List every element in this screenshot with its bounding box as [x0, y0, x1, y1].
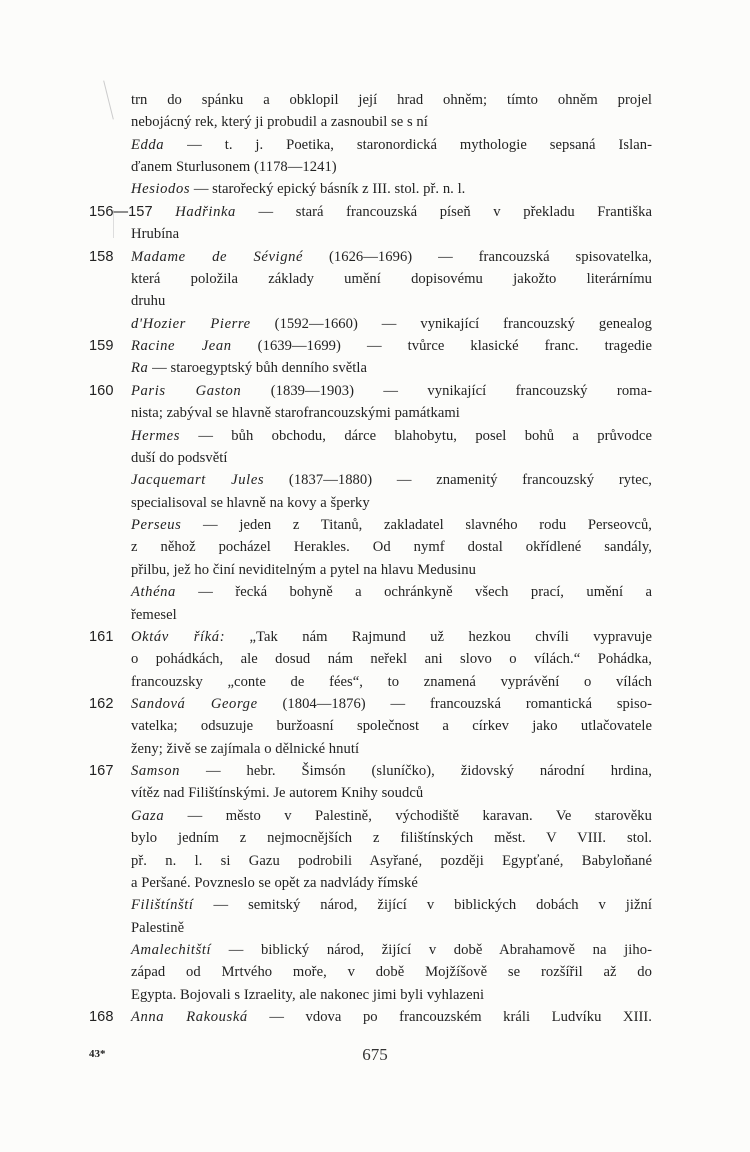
- entry-term: Athéna: [131, 584, 176, 601]
- entry-description: nista; zabýval se hlavně starofrancouzskými památkami: [131, 405, 460, 422]
- note-text-line: [131, 290, 652, 312]
- entry-term: Ra: [131, 360, 149, 377]
- entry-description: (1592—1660) — vynikající francouzský genealog: [250, 315, 652, 332]
- entry-description: „Tak nám Rajmund už hezkou chvíli vypravuje: [225, 628, 652, 645]
- entry-term: Paris Gaston: [131, 382, 242, 399]
- entry-description: — jeden z Titanů, zakladatel slavného rodu Perseovců,: [181, 517, 652, 534]
- entry-term: Perseus: [131, 517, 182, 534]
- entry-description: vítěz nad Filištínskými. Je autorem Knihy soudců: [131, 785, 424, 802]
- note-text-line: [131, 425, 652, 447]
- line-content: [131, 984, 652, 1006]
- line-content: [131, 469, 652, 491]
- line-content: [131, 715, 652, 737]
- note-entry-line: [89, 246, 652, 268]
- entry-description: duší do podsvětí: [131, 449, 228, 466]
- note-text-line: [131, 268, 652, 290]
- note-text-line: [131, 469, 652, 491]
- entry-description: (1804—1876) — francouzská romantická spiso-: [257, 695, 652, 712]
- line-content: [131, 581, 652, 603]
- line-content: [131, 604, 652, 626]
- line-content: [131, 671, 652, 693]
- note-text-line: [131, 447, 652, 469]
- line-content: [131, 939, 652, 961]
- entry-description: (1839—1903) — vynikající francouzský roma-: [241, 382, 653, 399]
- line-content: [131, 850, 652, 872]
- note-text-line: [131, 559, 652, 581]
- entry-term: Anna Rakouská: [131, 1009, 248, 1026]
- entry-description: západ od Mrtvého moře, v době Mojžíšově se rozšířil až do: [131, 964, 652, 981]
- page-number: 675: [362, 1045, 388, 1064]
- note-text-line: [131, 872, 652, 894]
- note-text-line: [131, 514, 652, 536]
- entry-term: Hermes: [131, 427, 180, 444]
- line-content: [131, 626, 652, 648]
- note-text-line: [131, 917, 652, 939]
- entry-description: o pohádkách, ale dosud nám neřekl ani slovo o vílách.“ Pohádka,: [131, 651, 652, 668]
- note-text-line: [131, 604, 652, 626]
- note-text-line: [131, 827, 652, 849]
- note-text-line: [131, 156, 652, 178]
- line-content: [131, 1006, 652, 1028]
- scan-mark: [103, 80, 114, 119]
- entry-term: Racine Jean: [131, 338, 232, 355]
- line-content: [131, 89, 652, 111]
- line-content: [131, 156, 652, 178]
- note-text-line: [131, 850, 652, 872]
- line-content: [131, 357, 652, 379]
- entry-description: — biblický národ, žijící v době Abrahamově na jiho-: [211, 942, 652, 959]
- entry-description: bylo jedním z nejmocnějších z filištínských měst. V VIII. stol.: [131, 830, 652, 847]
- entry-description: Hrubína: [131, 226, 180, 243]
- line-content: [131, 536, 652, 558]
- note-text-line: [131, 782, 652, 804]
- note-text-line: [131, 402, 652, 424]
- note-text-line: [131, 984, 652, 1006]
- entry-description: vatelka; odsuzuje buržoasní společnost a církev jako utlačovatele: [131, 718, 652, 735]
- note-text-line: [131, 492, 652, 514]
- entry-description: trn do spánku a obklopil její hrad ohněm; tímto ohněm projel: [131, 92, 652, 108]
- note-entry-line: [89, 760, 652, 782]
- page-reference-number: 167: [89, 763, 114, 780]
- note-text-line: [131, 223, 652, 245]
- page-reference-number: 162: [89, 695, 114, 712]
- line-content: [131, 246, 652, 268]
- note-text-line: [131, 939, 652, 961]
- entry-description: (1837—1880) — znamenitý francouzský rytec,: [264, 472, 652, 489]
- entry-description: z něhož pocházel Herakles. Od nymf dostal okřídlené sandály,: [131, 539, 652, 556]
- entry-description: — bůh obchodu, dárce blahobytu, posel bohů a průvodce: [180, 427, 652, 444]
- note-entry-line: [89, 201, 652, 223]
- line-content: [131, 782, 652, 804]
- note-text-line: [131, 313, 652, 335]
- entry-description: — město v Palestině, východiště karavan. Ve starověku: [164, 807, 652, 824]
- entry-description: a Peršané. Povzneslo se opět za nadvlády římské: [131, 874, 418, 891]
- line-content: [131, 290, 652, 312]
- entry-description: (1639—1699) — tvůrce klasické franc. tragedie: [231, 338, 652, 355]
- entry-term: Filištínští: [131, 897, 194, 914]
- entry-term: d'Hozier Pierre: [131, 315, 251, 332]
- line-content: [131, 559, 652, 581]
- entry-term: Amalechitští: [131, 942, 212, 959]
- entry-term: Jacquemart Jules: [131, 472, 265, 489]
- line-content: [131, 335, 652, 357]
- entry-term: Sandová George: [131, 695, 258, 712]
- entry-description: přilbu, jež ho činí neviditelným a pytel na hlavu Medusinu: [131, 561, 476, 578]
- note-text-line: [131, 671, 652, 693]
- note-entry-line: [89, 693, 652, 715]
- line-content: [131, 917, 652, 939]
- line-content: [131, 961, 652, 983]
- note-text-line: [131, 357, 652, 379]
- line-content: [131, 313, 652, 335]
- note-text-line: [131, 581, 652, 603]
- line-content: [131, 134, 652, 156]
- entry-description: — starořecký epický básník z III. stol. př. n. l.: [190, 181, 466, 198]
- line-content: [131, 514, 652, 536]
- line-content: [131, 738, 652, 760]
- note-text-line: [131, 89, 652, 111]
- note-text-line: [131, 715, 652, 737]
- entry-description: Palestině: [131, 919, 185, 936]
- page-reference-number: 159: [89, 338, 114, 355]
- line-content: [131, 805, 652, 827]
- page-reference-number: 161: [89, 628, 114, 645]
- line-content: [131, 380, 652, 402]
- entry-description: Egypta. Bojovali s Izraelity, ale nakonec jimi byli vyhlazeni: [131, 986, 485, 1003]
- note-entry-line: [89, 1006, 652, 1028]
- line-content: [131, 402, 652, 424]
- entry-description: — semitský národ, žijící v biblických dobách v jižní: [193, 897, 652, 914]
- entry-term: Edda: [131, 136, 165, 153]
- entry-description: nebojácný rek, který ji probudil a zasnoubil se s ní: [131, 114, 428, 131]
- line-content: [131, 425, 652, 447]
- line-content: [131, 268, 652, 290]
- line-content: [131, 492, 652, 514]
- note-text-line: [131, 178, 652, 200]
- note-text-line: [131, 134, 652, 156]
- entry-description: — stará francouzská píseň v překladu Františka: [235, 203, 652, 220]
- entry-term: Gaza: [131, 807, 165, 824]
- entry-description: která položila základy umění dopisovému jakožto literárnímu: [131, 270, 652, 287]
- note-text-line: [131, 648, 652, 670]
- entry-description: — hebr. Šimsón (sluníčko), židovský národní hrdina,: [180, 763, 652, 780]
- note-entry-line: [89, 380, 653, 402]
- page-reference-number: 158: [89, 248, 114, 265]
- entry-description: ďanem Sturlusonem (1178—1241): [131, 159, 337, 176]
- note-text-line: [131, 738, 652, 760]
- note-text-line: [131, 111, 652, 133]
- entry-term: Oktáv říká:: [131, 628, 226, 645]
- note-text-line: [131, 961, 652, 983]
- page-reference-number: 156—157: [89, 203, 153, 220]
- entry-description: (1626—1696) — francouzská spisovatelka,: [303, 248, 652, 265]
- note-text-line: [131, 805, 652, 827]
- line-content: [131, 693, 652, 715]
- line-content: [89, 201, 652, 223]
- entry-term: Madame de Sévigné: [131, 248, 304, 265]
- entry-description: — staroegyptský bůh denního světla: [148, 360, 368, 377]
- entry-term: Hesiodos: [131, 181, 191, 198]
- line-content: [131, 827, 652, 849]
- entry-description: francouzsky „conte de fées“, to znamená vyprávění o vílách: [131, 673, 652, 690]
- entry-description: řemesel: [131, 606, 177, 623]
- page-reference-number: 168: [89, 1009, 114, 1026]
- line-content: [131, 894, 652, 916]
- note-entry-line: [89, 626, 652, 648]
- signature-mark: 43*: [89, 1048, 106, 1060]
- line-content: [131, 111, 652, 133]
- entry-description: — t. j. Poetika, staronordická mythologie sepsaná Islan-: [164, 136, 652, 153]
- line-content: [131, 178, 652, 200]
- entry-description: druhu: [131, 293, 166, 310]
- note-text-line: [131, 536, 652, 558]
- entry-term: Samson: [131, 763, 181, 780]
- line-content: [131, 760, 652, 782]
- line-content: [131, 447, 652, 469]
- note-text-line: [131, 894, 652, 916]
- line-content: [131, 872, 652, 894]
- entry-description: — vdova po francouzském králi Ludvíku XIII.: [247, 1009, 652, 1026]
- line-content: [131, 648, 652, 670]
- entry-description: př. n. l. si Gazu podrobili Asyřané, později Egypťané, Babyloňané: [131, 852, 652, 869]
- entry-term: Hadřinka: [175, 203, 236, 220]
- entry-description: specialisoval se hlavně na kovy a šperky: [131, 494, 370, 511]
- note-entry-line: [89, 335, 652, 357]
- line-content: [131, 223, 652, 245]
- page-reference-number: 160: [89, 382, 114, 399]
- entry-description: — řecká bohyně a ochránkyně všech prací, umění a: [175, 584, 652, 601]
- entry-description: ženy; živě se zajímala o dělnické hnutí: [131, 740, 360, 757]
